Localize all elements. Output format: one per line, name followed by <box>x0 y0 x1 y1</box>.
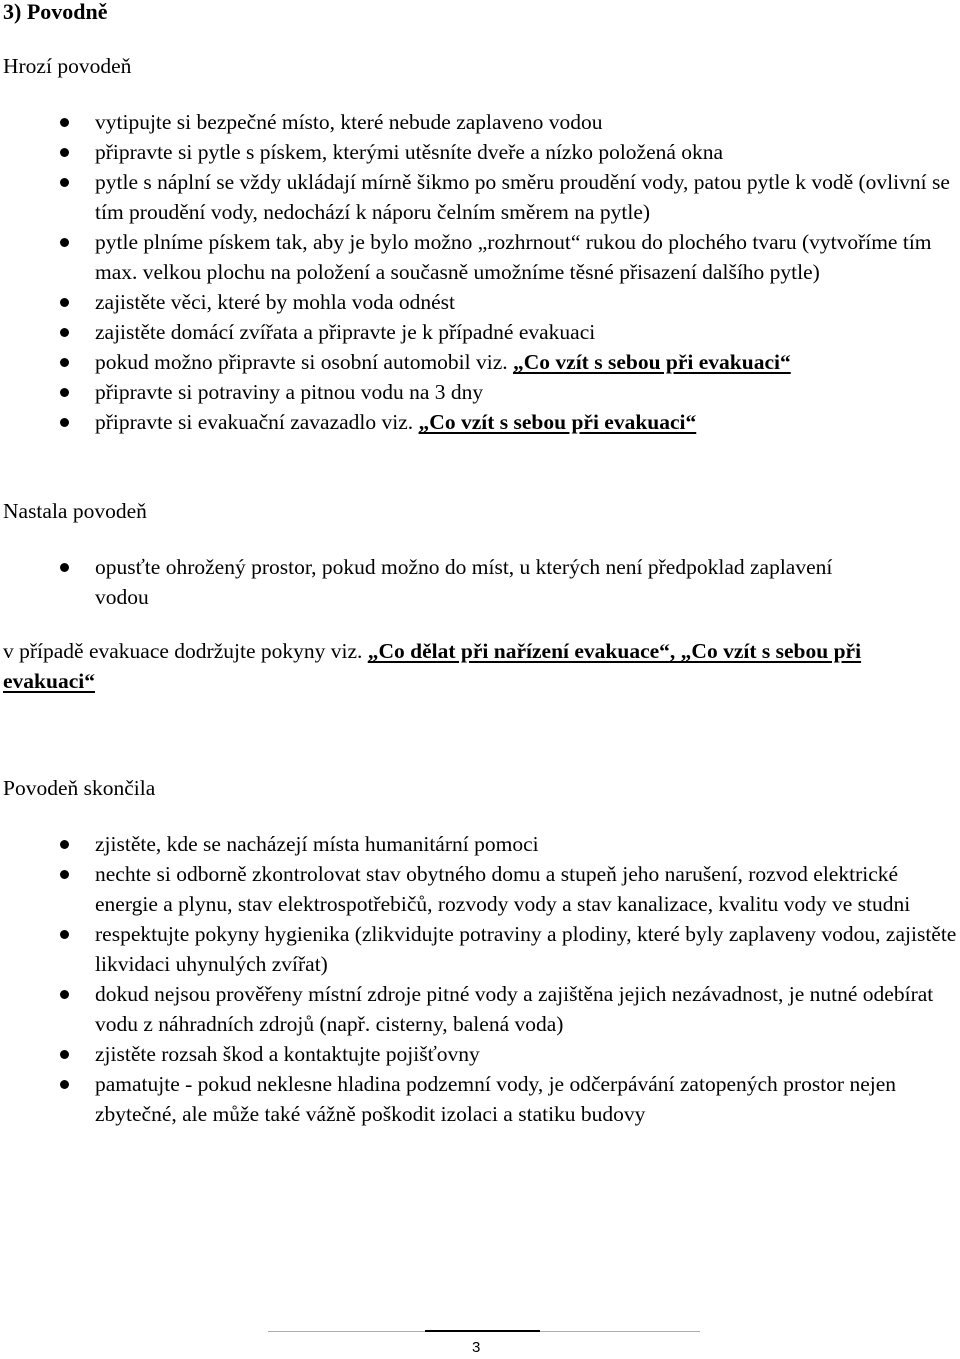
list-item-text: zajistěte věci, které by mohla voda odnést <box>95 290 455 314</box>
bullet-icon <box>60 328 69 337</box>
evacuation-items-link[interactable]: „Co vzít s sebou při evakuaci“ <box>513 350 791 374</box>
bullet-icon <box>60 148 69 157</box>
bullet-icon <box>60 418 69 427</box>
list-item-text: zjistěte rozsah škod a kontaktujte pojišťovny <box>95 1042 480 1066</box>
flood-occurred-list <box>0 552 960 612</box>
list-item-text: dokud nejsou prověřeny místní zdroje pitné vody a zajištěna jejich nezávadnost, je nutné odebírat vodu z náhradních zdrojů (např. cisterny, balená voda) <box>95 982 934 1036</box>
bullet-icon <box>60 840 69 849</box>
bullet-icon <box>60 298 69 307</box>
list-item <box>0 167 960 227</box>
bullet-icon <box>60 118 69 127</box>
list-item-text: pytle plníme pískem tak, aby je bylo možno „rozhrnout“ rukou do plochého tvaru (vytvoříme tím max. velkou plochu na položení a současně umožníme těsné přisazení dalšího pytle) <box>95 230 932 284</box>
bullet-icon <box>60 870 69 879</box>
list-item <box>0 919 960 979</box>
list-item <box>0 227 960 287</box>
list-item <box>0 979 960 1039</box>
bullet-icon <box>60 358 69 367</box>
list-item-text: respektujte pokyny hygienika (zlikvidujte potraviny a plodiny, které byly zaplaveny vodou, zajistěte likvidaci uhynulých zvířat) <box>95 922 957 976</box>
list-item <box>0 137 960 167</box>
paragraph-text: v případě evakuace dodržujte pokyny viz. <box>3 639 368 663</box>
bullet-icon <box>60 563 69 572</box>
subheading-flood-occurred: Nastala povodeň <box>3 499 147 523</box>
list-item-text: pokud možno připravte si osobní automobil viz. <box>95 350 514 374</box>
list-item-text: nechte si odborně zkontrolovat stav obytného domu a stupeň jeho narušení, rozvod elektrické energie a plynu, stav elektrospotřebičů, rozvody vody a stav kanalizace, kvalitu vody ve studni <box>95 862 911 916</box>
subheading-flood-ended: Povodeň skončila <box>3 776 156 800</box>
list-item <box>0 552 960 612</box>
evacuation-paragraph <box>3 636 923 696</box>
page-number: 3 <box>472 1339 481 1356</box>
section-heading: 3) Povodně <box>3 0 108 24</box>
bullet-icon <box>60 1050 69 1059</box>
list-item-text: opusťte ohrožený prostor, pokud možno do míst, u kterých není předpoklad zaplavení vodou <box>95 555 833 609</box>
footer-divider-accent <box>425 1330 540 1332</box>
list-item-text: pytle s náplní se vždy ukládají mírně šikmo po směru proudění vody, patou pytle k vodě (ovlivní se tím proudění vody, nedochází k náporu čelním směrem na pytle) <box>95 170 950 224</box>
bullet-icon <box>60 178 69 187</box>
list-item <box>0 407 960 437</box>
bullet-icon <box>60 388 69 397</box>
list-item-text: připravte si pytle s pískem, kterými utěsníte dveře a nízko položená okna <box>95 140 724 164</box>
flood-ended-list <box>0 829 960 1129</box>
bullet-icon <box>60 1080 69 1089</box>
bullet-icon <box>60 238 69 247</box>
bullet-icon <box>60 990 69 999</box>
list-item <box>0 1069 960 1129</box>
list-item <box>0 377 960 407</box>
bullet-icon <box>60 930 69 939</box>
flood-threat-list <box>0 107 960 437</box>
list-item-text: vytipujte si bezpečné místo, které nebude zaplaveno vodou <box>95 110 603 134</box>
list-item <box>0 107 960 137</box>
list-item <box>0 1039 960 1069</box>
list-item <box>0 859 960 919</box>
list-item-text: zajistěte domácí zvířata a připravte je k případné evakuaci <box>95 320 596 344</box>
list-item <box>0 287 960 317</box>
evacuation-items-link[interactable]: „Co vzít s sebou při evakuaci“ <box>418 410 697 434</box>
subheading-flood-threat: Hrozí povodeň <box>3 54 132 78</box>
list-item <box>0 829 960 859</box>
list-item-text: připravte si potraviny a pitnou vodu na 3 dny <box>95 380 484 404</box>
list-item <box>0 347 960 377</box>
list-item-text: pamatujte - pokud neklesne hladina podzemní vody, je odčerpávání zatopených prostor nejen zbytečné, ale může také vážně poškodit izolaci a statiku budovy <box>95 1072 897 1126</box>
list-item-text: zjistěte, kde se nacházejí místa humanitární pomoci <box>95 832 539 856</box>
list-item-text: připravte si evakuační zavazadlo viz. <box>95 410 419 434</box>
list-item <box>0 317 960 347</box>
evacuation-instructions-link[interactable]: „Co dělat při nařízení evakuace“, „Co vzít s sebou při evakuaci“ <box>3 639 862 693</box>
